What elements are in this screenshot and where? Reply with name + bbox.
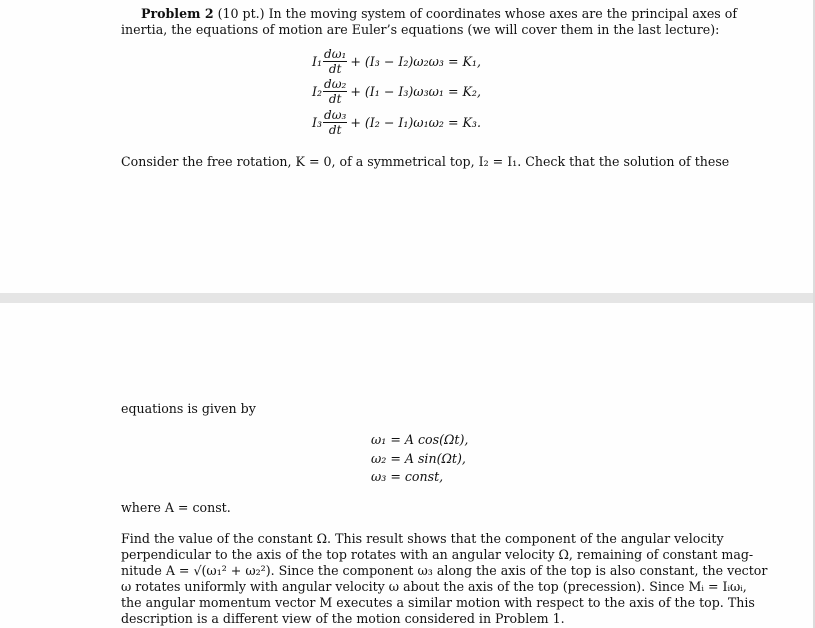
intro-text: (10 pt.) In the moving system of coordinates whose axes are the principal axes of [213, 6, 738, 21]
paragraph-line: ω rotates uniformly with angular velocity ω about the axis of the top (precession). Since Mᵢ = Iᵢωᵢ, [121, 579, 747, 594]
paragraph-line: nitude A = √(ω₁² + ω₂²). Since the component ω₃ along the axis of the top is also constant, the vector [121, 563, 768, 578]
denominator: dt [328, 92, 342, 106]
paragraph-line: the angular momentum vector M executes a similar motion with respect to the axis of the top. This [121, 595, 755, 610]
euler-equation-3 [0, 108, 815, 137]
paragraph-line: Find the value of the constant Ω. This result shows that the component of the angular velocity [121, 531, 724, 546]
problem-heading: Problem 2 [141, 6, 214, 21]
numerator: dω₁ [324, 47, 347, 61]
problem-intro-line-2: inertia, the equations of motion are Euler’s equations (we will cover them in the last lecture): [121, 22, 720, 37]
euler-equation-2 [0, 77, 815, 106]
eq-rest: + (I₃ − I₂)ω₂ω₃ = K₁, [350, 54, 481, 69]
numerator: dω₂ [324, 77, 347, 91]
paragraph-line: description is a different view of the motion considered in Problem 1. [121, 611, 565, 626]
eq-coef: I₁ [312, 54, 323, 69]
given-line: equations is given by [121, 401, 256, 416]
denominator: dt [328, 62, 342, 76]
euler-equation-1 [0, 47, 815, 76]
derivative-fraction [323, 47, 347, 76]
problem-intro-line-1 [121, 6, 738, 22]
eq-rest: + (I₂ − I₁)ω₁ω₂ = K₃. [350, 115, 481, 130]
eq-coef: I₃ [312, 115, 323, 130]
paragraph-line: perpendicular to the axis of the top rotates with an angular velocity Ω, remaining of constant mag- [121, 547, 754, 562]
eq-coef: I₂ [312, 84, 323, 99]
solution-equation-3: ω₃ = const, [371, 469, 444, 484]
numerator: dω₃ [324, 108, 347, 122]
where-line: where A = const. [121, 500, 231, 515]
solution-equation-1: ω₁ = A cos(Ωt), [371, 432, 469, 447]
eq-rest: + (I₁ − I₃)ω₃ω₁ = K₂, [350, 84, 481, 99]
derivative-fraction [323, 77, 347, 106]
consider-line: Consider the free rotation, K = 0, of a symmetrical top, I₂ = I₁. Check that the solution of these [121, 154, 730, 169]
derivative-fraction [323, 108, 347, 137]
solution-equation-2: ω₂ = A sin(Ωt), [371, 451, 466, 466]
page-separator [0, 293, 813, 303]
denominator: dt [328, 123, 342, 137]
